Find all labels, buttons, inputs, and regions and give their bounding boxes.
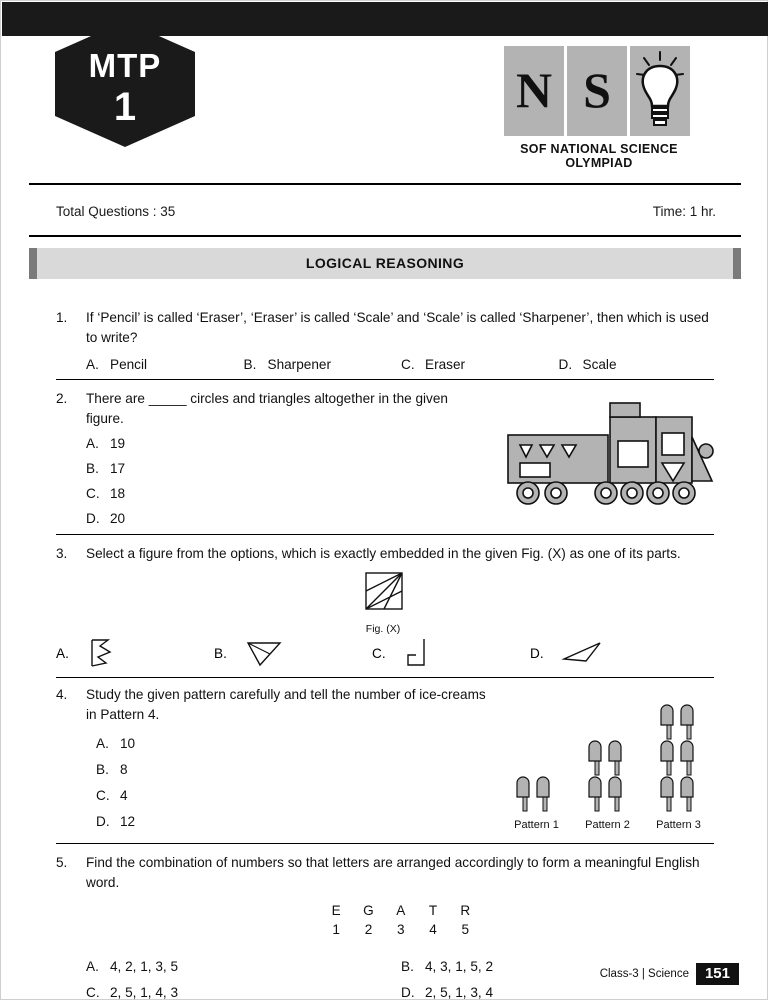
option-text: 4 [120, 787, 128, 803]
footer-label: Class-3 | Science [599, 968, 689, 980]
question-3-options [56, 637, 716, 669]
question-4-text: Study the given pattern carefully and tell the number of ice-creams in Pattern 4. [86, 687, 486, 722]
question-2-option-d[interactable] [86, 509, 486, 529]
number-1: 1 [332, 921, 341, 937]
option-letter: A. [86, 959, 99, 975]
pattern-labels [501, 819, 716, 831]
number-5: 5 [461, 921, 470, 937]
question-4 [56, 685, 496, 831]
option-letter: B. [214, 645, 227, 661]
question-1-option-c[interactable] [401, 355, 559, 375]
question-1-option-a[interactable] [86, 355, 244, 375]
question-3-option-b[interactable] [214, 637, 372, 669]
question-2 [56, 389, 486, 528]
question-4-option-d[interactable] [86, 812, 496, 832]
figure-x [356, 571, 410, 635]
letter-2: G [363, 903, 375, 919]
option-text: 10 [120, 736, 136, 752]
option-text: 4, 2, 1, 3, 5 [110, 959, 179, 975]
exam-meta [56, 204, 716, 219]
question-1-number: 1. [56, 310, 68, 325]
option-text: 20 [110, 510, 126, 526]
option-letter: B. [86, 461, 99, 477]
option-a-shape [86, 637, 126, 669]
mtp-label: MTP [88, 47, 162, 84]
option-letter: A. [96, 736, 109, 752]
question-3-text: Select a figure from the options, which is exactly embedded in the given Fig. (X) as one of its parts. [86, 546, 681, 561]
letter-1: E [331, 903, 342, 919]
number-4: 4 [429, 921, 438, 937]
option-text: Scale [582, 357, 617, 373]
pattern-label-1: Pattern 1 [514, 819, 559, 831]
question-2-options [86, 434, 486, 528]
total-questions: Total Questions : 35 [56, 204, 176, 219]
header-divider [29, 183, 741, 185]
question-2-option-c[interactable] [86, 484, 486, 504]
question-2-number: 2. [56, 391, 68, 406]
option-text: 18 [110, 485, 126, 501]
option-letter: C. [96, 787, 110, 803]
option-letter: C. [372, 645, 386, 661]
option-letter: A. [56, 645, 69, 661]
question-1-divider [56, 379, 714, 380]
question-1-text: If ‘Pencil’ is called ‘Eraser’, ‘Eraser’ is called ‘Scale’ and ‘Scale’ is called ‘Sharpener’, then which is used to write? [86, 310, 709, 345]
option-letter: D. [96, 813, 110, 829]
option-letter: C. [86, 984, 100, 1000]
question-1-option-b[interactable] [244, 355, 402, 375]
option-d-shape [560, 637, 610, 669]
option-text: 17 [110, 461, 126, 477]
numbers-row [86, 921, 716, 939]
option-b-shape [244, 637, 288, 669]
option-text: 4, 3, 1, 5, 2 [425, 959, 494, 975]
question-4-option-c[interactable] [86, 786, 496, 806]
question-1-option-d[interactable] [559, 355, 717, 375]
meta-divider [29, 235, 741, 237]
question-3 [56, 544, 716, 564]
question-3-option-d[interactable] [530, 637, 688, 669]
train-figure [506, 393, 716, 528]
nso-letter-o-bulb [630, 46, 690, 136]
letter-4: T [428, 903, 438, 919]
question-5-number: 5. [56, 855, 68, 870]
question-3-option-a[interactable] [56, 637, 214, 669]
nso-letter-s-text: S [583, 61, 611, 118]
letter-3: A [396, 903, 406, 919]
question-4-number: 4. [56, 687, 68, 702]
question-1 [56, 308, 716, 375]
nso-caption-line2: OLYMPIAD [565, 156, 633, 171]
question-2-option-b[interactable] [86, 459, 486, 479]
exam-time: Time: 1 hr. [652, 204, 716, 219]
option-letter: B. [243, 357, 257, 373]
figure-x-caption: Fig. (X) [365, 623, 401, 635]
question-3-number: 3. [56, 546, 68, 561]
option-letter: C. [401, 357, 415, 373]
question-3-option-c[interactable] [372, 637, 530, 669]
number-2: 2 [364, 921, 373, 937]
section-title: LOGICAL REASONING [305, 255, 465, 271]
option-text: 19 [110, 436, 126, 452]
option-text: 2, 5, 1, 3, 4 [425, 984, 494, 1000]
question-5-text: Find the combination of numbers so that letters are arranged accordingly to form a meaningful English word. [86, 855, 700, 890]
mtp-badge [51, 19, 199, 149]
option-letter: D. [401, 984, 415, 1000]
question-2-text: There are _____ circles and triangles altogether in the given figure. [86, 391, 448, 426]
option-text: 8 [120, 762, 128, 778]
page-number: 151 [696, 963, 739, 985]
option-text: Sharpener [267, 357, 331, 373]
page-footer [600, 963, 739, 985]
nso-logo [504, 46, 694, 171]
option-text: Pencil [110, 357, 148, 373]
option-text: Eraser [425, 357, 466, 373]
question-3-divider [56, 677, 714, 678]
option-letter: A. [86, 357, 99, 373]
nso-letter-n-text: N [515, 61, 553, 118]
option-letter: D. [530, 645, 544, 661]
question-4-options [86, 734, 496, 831]
question-2-divider [56, 534, 714, 535]
option-letter: C. [86, 485, 100, 501]
question-4-option-b[interactable] [86, 760, 496, 780]
question-4-option-a[interactable] [86, 734, 496, 754]
question-5-letter-table [86, 902, 716, 939]
ice-cream-pattern-figure [501, 691, 716, 821]
number-3: 3 [396, 921, 406, 937]
nso-letter-boxes [504, 46, 694, 136]
option-letter: A. [86, 436, 99, 452]
pattern-label-2: Pattern 2 [585, 819, 630, 831]
option-letter: B. [96, 762, 109, 778]
question-2-option-a[interactable] [86, 434, 486, 454]
option-letter: B. [401, 959, 414, 975]
option-text: 2, 5, 1, 4, 3 [110, 984, 179, 1000]
nso-letter-n [504, 46, 564, 136]
question-5-option-a[interactable] [86, 957, 401, 977]
letter-5: R [460, 903, 471, 919]
pattern-label-3: Pattern 3 [656, 819, 701, 831]
letters-row [86, 902, 716, 920]
option-text: 12 [120, 813, 136, 829]
option-c-shape [402, 637, 442, 669]
section-header [29, 248, 741, 279]
nso-caption [504, 142, 694, 171]
option-letter: D. [558, 357, 573, 373]
nso-letter-s [567, 46, 627, 136]
question-1-options [86, 355, 716, 375]
nso-caption-line1: SOF NATIONAL SCIENCE [520, 142, 678, 156]
mtp-number: 1 [113, 85, 137, 129]
lightbulb-icon [630, 46, 690, 136]
question-4-divider [56, 843, 714, 844]
option-letter: D. [86, 510, 100, 526]
